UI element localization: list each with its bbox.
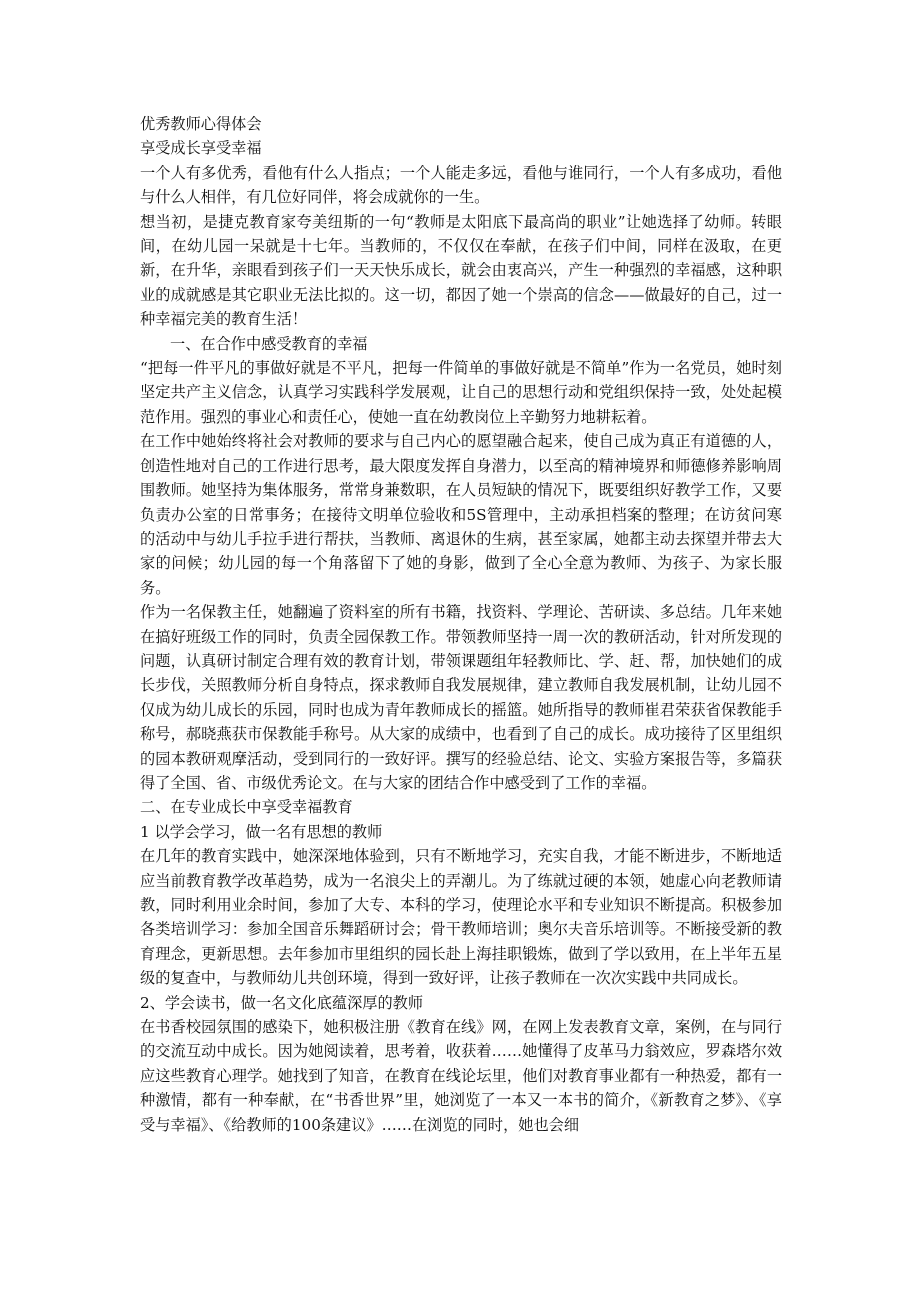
subsection-heading-learning: 1 以学会学习，做一名有思想的教师	[140, 822, 383, 841]
paragraph-reading: 在书香校园氛围的感染下，她积极注册《教育在线》网，在网上发表教育文章，案例，在与同行的交流互动中成长。因为她阅读着，思考着，收获着……她懂得了皮革马力翁效应，罗森塔尔效应这些教育心理学。她找到了知音，在教育在线论坛里，他们对教育事业都有一种热爱，都有一种激情，都有一种奉献，在“书香世界”里，她浏览了一本又一本书的简介，《新教育之梦》、《享受与幸福》、《给教师的100条建议》……在浏览的同时，她也会细	[140, 1018, 782, 1134]
paragraph-work: 在工作中她始终将社会对教师的要求与自己内心的愿望融合起来，使自己成为真正有道德的人，创造性地对自己的工作进行思考，最大限度发挥自身潜力，以至高的精神境界和师德修养影响周围教师。她坚持为集体服务，常常身兼数职，在人员短缺的情况下，既要组织好教学工作，又要负责办公室的日常事务；在接待文明单位验收和5S管理中，主动承担档案的整理；在访贫问寒的活动中与幼儿手拉手进行帮扶，当教师、离退休的生病，甚至家属，她都主动去探望并带去大家的问候；幼儿园的每一个角落留下了她的身影，做到了全心全意为教师、为孩子、为家长服务。	[140, 432, 782, 597]
document-title: 优秀教师心得体会	[140, 115, 262, 133]
section-heading-cooperation: 一、在合作中感受教育的幸福	[170, 334, 368, 353]
paragraph-learning: 在几年的教育实践中，她深深地体验到，只有不断地学习，充实自我，才能不断进步，不断地适应当前教育教学改革趋势，成为一名浪尖上的弄潮儿。为了练就过硬的本领，她虚心向老教师请教，同时利用业余时间，参加了大专、本科的学习，使理论水平和专业知识不断提高。积极参加各类培训学习：参加全国音乐舞蹈研讨会；骨干教师培训；奥尔夫音乐培训等。不断接受新的教育理念，更新思想。去年参加市里组织的园长赴上海挂职锻炼，做到了学以致用，在上半年五星级的复查中，与教师幼儿共创环境，得到一致好评，让孩子教师在一次次实践中共同成长。	[140, 847, 782, 988]
section-heading-professional-growth: 二、在专业成长中享受幸福教育	[140, 798, 353, 817]
document-subtitle: 享受成长享受幸福	[140, 139, 262, 158]
paragraph-intro: 一个人有多优秀，看他有什么人指点；一个人能走多远，看他与谁同行，一个人有多成功，看他与什么人相伴，有几位好同伴，将会成就你的一生。	[140, 163, 782, 207]
subsection-heading-reading: 2、学会读书，做一名文化底蕴深厚的教师	[140, 993, 424, 1012]
document-page	[140, 112, 782, 1137]
paragraph-director: 作为一名保教主任，她翻遍了资料室的所有书籍，找资料、学理论、苦研读、多总结。几年来她在搞好班级工作的同时，负责全园保教工作。带领教师坚持一周一次的教研活动，针对所发现的问题，认真研讨制定合理有效的教育计划，带领课题组年轻教师比、学、赶、帮，加快她们的成长步伐，关照教师分析自身特点，探求教师自我发展规律，建立教师自我发展机制，让幼儿园不仅成为幼儿成长的乐园，同时也成为青年教师成长的摇篮。她所指导的教师崔君荣获省保教能手称号，郝晓燕获市保教能手称号。从大家的成绩中，也看到了自己的成长。成功接待了区里组织的园本教研观摩活动，受到同行的一致好评。撰写的经验总结、论文、实验方案报告等，多篇获得了全国、省、市级优秀论文。在与大家的团结合作中感受到了工作的幸福。	[140, 603, 782, 792]
paragraph-origin: 想当初，是捷克教育家夸美纽斯的一句“教师是太阳底下最高尚的职业”让她选择了幼师。转眼间，在幼儿园一呆就是十七年。当教师的，不仅仅在奉献，在孩子们中间，同样在汲取，在更新，在升华，亲眼看到孩子们一天天快乐成长，就会由衷高兴，产生一种强烈的幸福感，这种职业的成就感是其它职业无法比拟的。这一切，都因了她一个崇高的信念——做最好的自己，过一种幸福完美的教育生活！	[140, 212, 782, 329]
paragraph-party-member: “把每一件平凡的事做好就是不平凡，把每一件简单的事做好就是不简单”作为一名党员，她时刻坚定共产主义信念，认真学习实践科学发展观，让自己的思想行动和党组织保持一致，处处起模范作用。强烈的事业心和责任心，使她一直在幼教岗位上辛勤努力地耕耘着。	[140, 359, 782, 426]
